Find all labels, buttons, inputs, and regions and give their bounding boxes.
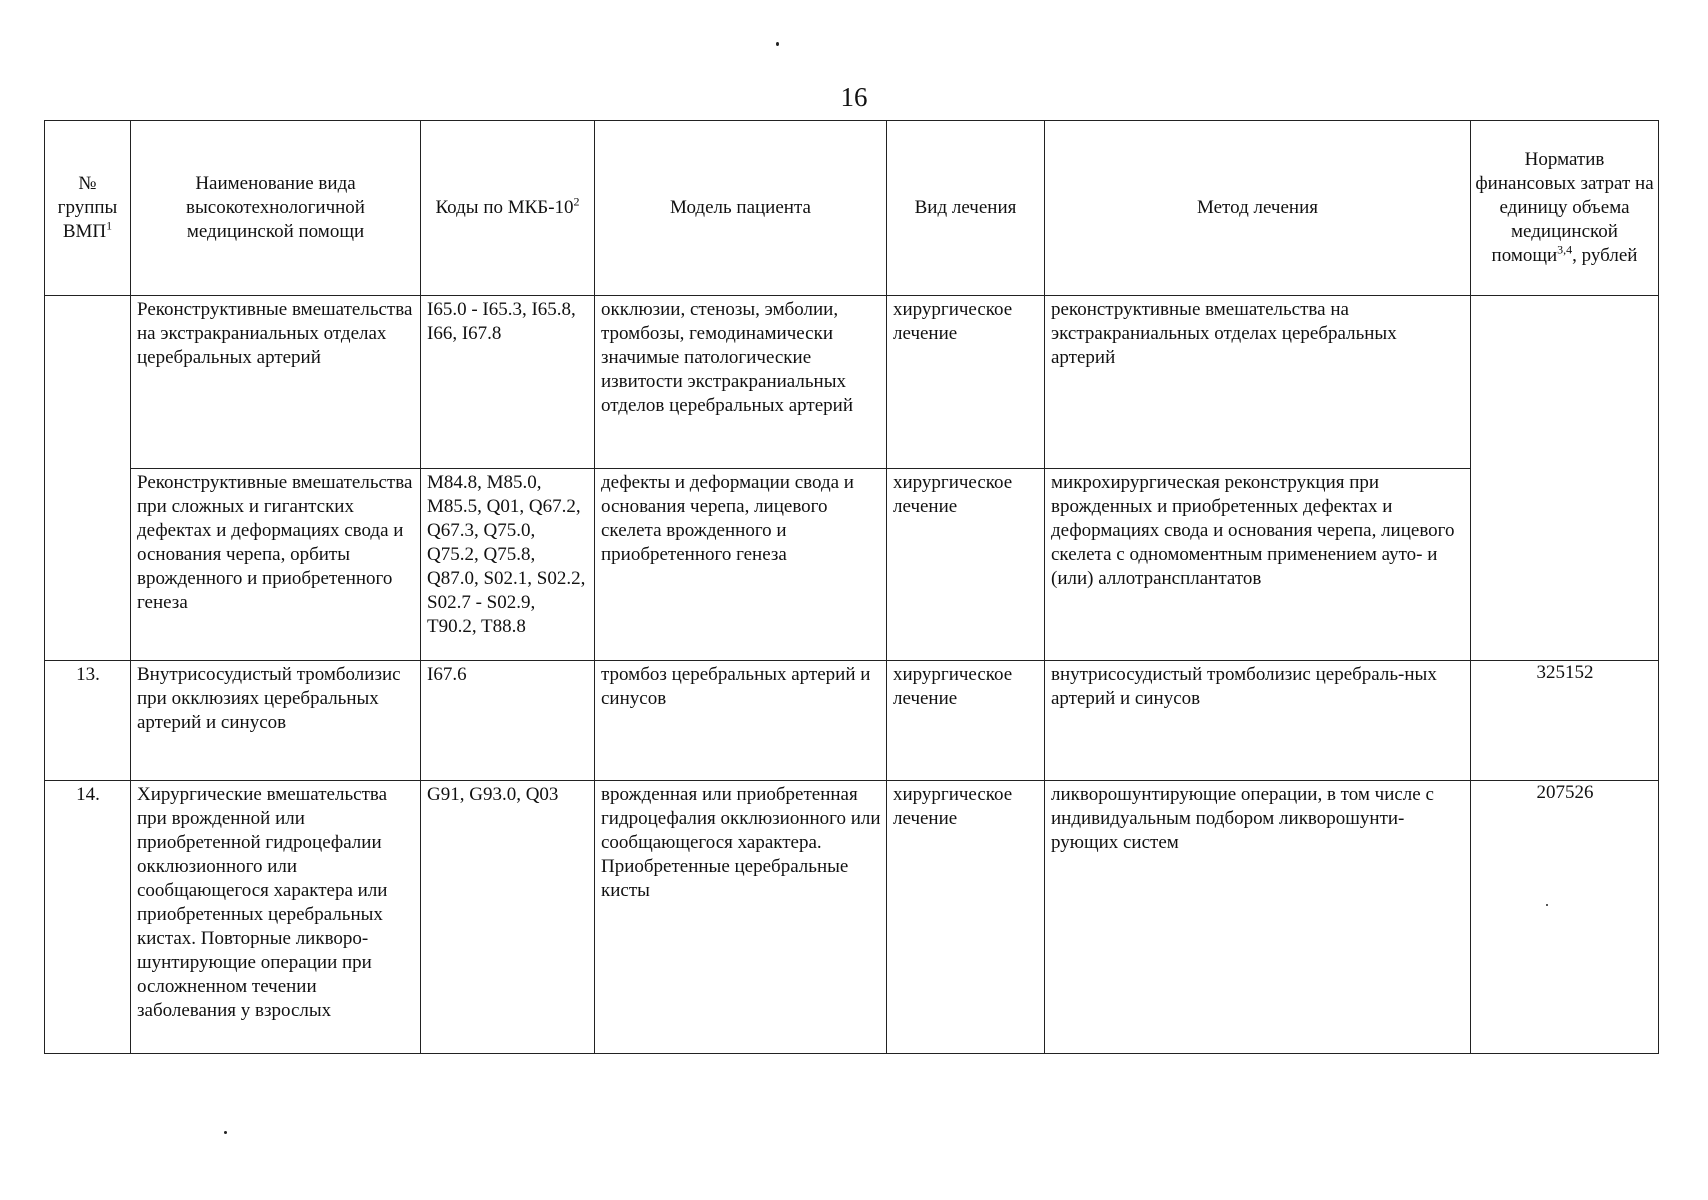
scan-speck: [224, 1131, 227, 1134]
norm-cell: 325152: [1471, 661, 1659, 781]
header-method: Метод лечения: [1045, 121, 1471, 296]
method-cell: ликворошунтирующие операции, в том числе с индивидуальным подбором ликворошунти-рующих систем: [1045, 781, 1471, 1054]
method-cell: микрохирургическая реконструкция при врожденных и приобретенных дефектах и деформациях свода и основания черепа, лицевого скелета с одномоментным применением ауто- и (или) аллотрансплантатов: [1045, 469, 1471, 661]
header-norm: Норматив финансовых затрат на единицу объема медицинской помощи$^{3,4}$, рублей: [1471, 121, 1659, 296]
name-cell: Реконструктивные вмешательства при сложных и гигантских дефектах и деформациях свода и основания черепа, орбиты врожденного и приобретенного генеза: [131, 469, 421, 661]
name-cell: Хирургические вмешательства при врожденной или приобретенной гидроцефалии окклюзионного или сообщающегося характера или приобретенных церебральных кистах. Повторные ликворо-шунтирующие операции при осложненном течении заболевания у взрослых: [131, 781, 421, 1054]
scan-speck: [1546, 904, 1548, 906]
treatment-type-cell: хирургическое лечение: [887, 469, 1045, 661]
treatment-type-cell: хирургическое лечение: [887, 661, 1045, 781]
header-treatment-type: Вид лечения: [887, 121, 1045, 296]
name-cell: Реконструктивные вмешательства на экстракраниальных отделах церебральных артерий: [131, 296, 421, 469]
codes-cell: M84.8, M85.0, M85.5, Q01, Q67.2, Q67.3, Q75.0, Q75.2, Q75.8, Q87.0, S02.1, S02.2, S02.7 - S02.9, T90.2, T88.8: [421, 469, 595, 661]
patient-model-cell: врожденная или приобретенная гидроцефалия окклюзионного или сообщающегося характера. Приобретенные церебральные кисты: [595, 781, 887, 1054]
codes-cell: I65.0 - I65.3, I65.8, I66, I67.8: [421, 296, 595, 469]
treatment-type-cell: хирургическое лечение: [887, 296, 1045, 469]
patient-model-cell: дефекты и деформации свода и основания черепа, лицевого скелета врожденного и приобретенного генеза: [595, 469, 887, 661]
scan-speck: [776, 42, 779, 46]
treatment-type-cell: хирургическое лечение: [887, 781, 1045, 1054]
group-number-cell: 13.: [45, 661, 131, 781]
header-codes: Коды по МКБ-$10^2$: [421, 121, 595, 296]
patient-model-cell: тромбоз церебральных артерий и синусов: [595, 661, 887, 781]
norm-cell: [1471, 296, 1659, 661]
table-header-row: [45, 121, 1659, 296]
patient-model-cell: окклюзии, стенозы, эмболии, тромбозы, гемодинамически значимые патологические извитости экстракраниальных отделов церебральных артерий: [595, 296, 887, 469]
header-group-number: № группы ВМП$^1$: [45, 121, 131, 296]
codes-cell: G91, G93.0, Q03: [421, 781, 595, 1054]
table-row: [45, 469, 1659, 661]
table-row: [45, 296, 1659, 469]
name-cell: Внутрисосудистый тромболизис при окклюзиях церебральных артерий и синусов: [131, 661, 421, 781]
group-number-cell: 14.: [45, 781, 131, 1054]
codes-cell: I67.6: [421, 661, 595, 781]
method-cell: внутрисосудистый тромболизис церебраль-ных артерий и синусов: [1045, 661, 1471, 781]
method-cell: реконструктивные вмешательства на экстракраниальных отделах церебральных артерий: [1045, 296, 1471, 469]
group-number-cell: [45, 296, 131, 661]
table-row: [45, 781, 1659, 1054]
vmp-table: [44, 120, 1659, 1054]
table-row: [45, 661, 1659, 781]
header-patient-model: Модель пациента: [595, 121, 887, 296]
header-name: Наименование вида высокотехнологичной медицинской помощи: [131, 121, 421, 296]
page-number: 16: [840, 82, 868, 112]
norm-cell: 207526: [1471, 781, 1659, 1054]
